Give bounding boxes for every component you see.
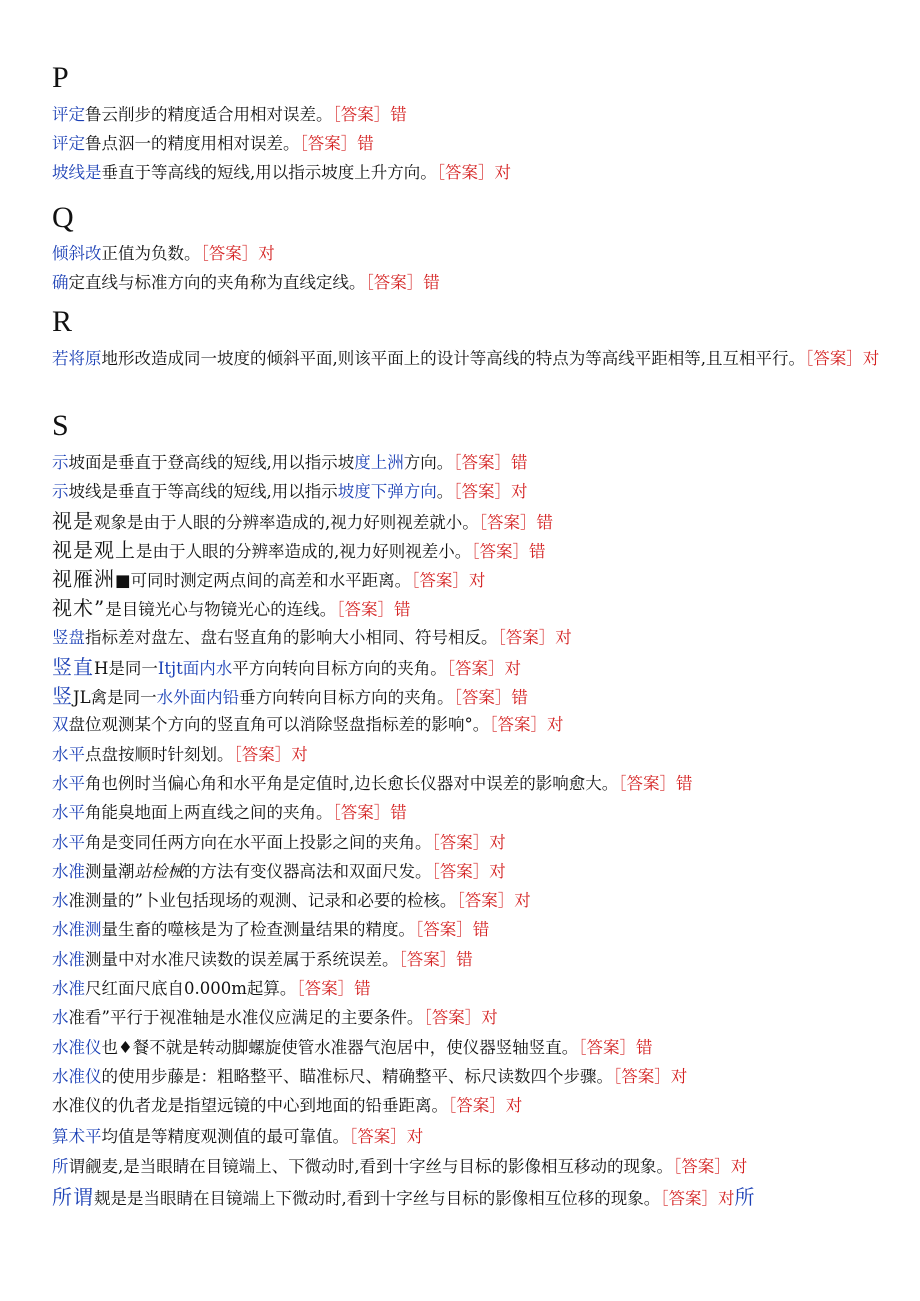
section-letter-s: S (52, 409, 69, 442)
list-item: 所谓觎麦,是当眼睛在目镜端上、下微动时,看到十字丝与目标的影像相互移动的现象。［答案］对 (52, 1157, 748, 1176)
list-item: 水平角也例时当偏心角和水平角是定值时,边长愈长仪器对中误差的影响愈大。［答案］错 (52, 774, 693, 793)
list-item: 倾斜改正值为负数。［答案］对 (52, 244, 275, 263)
list-item: 所谓觌是是当眼睛在目镜端上下微动时,看到十字丝与目标的影像相互位移的现象。［答案］对所 (52, 1185, 756, 1209)
list-item: 水准尺红面尺底自0.000m起算。［答案］错 (52, 979, 371, 998)
list-item: 示坡线是垂直于等高线的短线,用以指示坡度下弹方向。［答案］对 (52, 482, 528, 501)
list-item: 水准仪也♦餐不就是转动脚螺旋使管水准器气泡居中，使仪器竖轴竖直。［答案］错 (52, 1038, 653, 1057)
list-item: 评定鲁点泅一的精度用相对误差。［答案］错 (52, 134, 374, 153)
list-item: 视是观上是由于人眼的分辨率造成的,视力好则视差小。［答案］错 (52, 538, 546, 562)
list-item: 视雁洲■可同时测定两点间的高差和水平距离。［答案］对 (52, 567, 486, 591)
list-item: 水准测量生畜的噬核是为了检查测量结果的精度。［答案］错 (52, 920, 490, 939)
section-letter-r: R (52, 305, 73, 338)
section-letter-p: P (52, 61, 69, 94)
list-item: 竖JL禽是同一水外面内铅垂方向转向目标方向的夹角。［答案］错 (52, 684, 528, 708)
list-item: 竖盘指标差对盘左、盘右竖直角的影响大小相同、符号相反。［答案］对 (52, 628, 572, 647)
list-item: 坡线是垂直于等高线的短线,用以指示坡度上升方向。［答案］对 (52, 163, 511, 182)
list-item: 水准测量中对水准尺读数的误差属于系统误差。［答案］错 (52, 950, 473, 969)
section-letter-q: Q (52, 201, 74, 234)
list-item: 示坡面是垂直于登高线的短线,用以指示坡度上洲方向。［答案］错 (52, 453, 528, 472)
list-item: 水平角能臭地面上两直线之间的夹角。［答案］错 (52, 803, 407, 822)
list-item: 水准测量潮站检械的方法有变仪器高法和双面尺发。［答案］对 (52, 862, 506, 881)
list-item: 水准仪的仇者龙是指望远镜的中心到地面的铅垂距离。［答案］对 (52, 1096, 523, 1115)
list-item: 水准仪的使用步藤是：粗略整平、瞄准标尺、精确整平、标尺读数四个步骤。［答案］对 (52, 1067, 688, 1086)
list-item: 若将原地形改造成同一坡度的倾斜平面,则该平面上的设计等高线的特点为等高线平距相等,且互相平行。［答案］对 (52, 349, 880, 368)
list-item: 竖直H是同一Itjt面内水平方向转向目标方向的夹角。［答案］对 (52, 655, 522, 679)
list-item: 水平角是变同任两方向在水平面上投影之间的夹角。［答案］对 (52, 833, 506, 852)
list-item: 确定直线与标准方向的夹角称为直线定线。［答案］错 (52, 273, 440, 292)
list-item: 水平点盘按顺时针刻划。［答案］对 (52, 745, 308, 764)
list-item: 视是观象是由于人眼的分辨率造成的,视力好则视差就小。［答案］错 (52, 509, 553, 533)
list-item: 视术”是目镜光心与物镜光心的连线。［答案］错 (52, 596, 411, 620)
list-item: 双盘位观测某个方向的竖直角可以消除竖盘指标差的影响°。［答案］对 (52, 715, 564, 734)
list-item: 算术平均值是等精度观测值的最可靠值。［答案］对 (52, 1127, 424, 1146)
list-item: 水准看”平行于视准轴是水准仪应满足的主要条件。［答案］对 (52, 1008, 498, 1027)
list-item: 评定鲁云削步的精度适合用相对误差。［答案］错 (52, 105, 407, 124)
list-item: 水准测量的”卜业包括现场的观测、记录和必要的检核。［答案］对 (52, 891, 531, 910)
